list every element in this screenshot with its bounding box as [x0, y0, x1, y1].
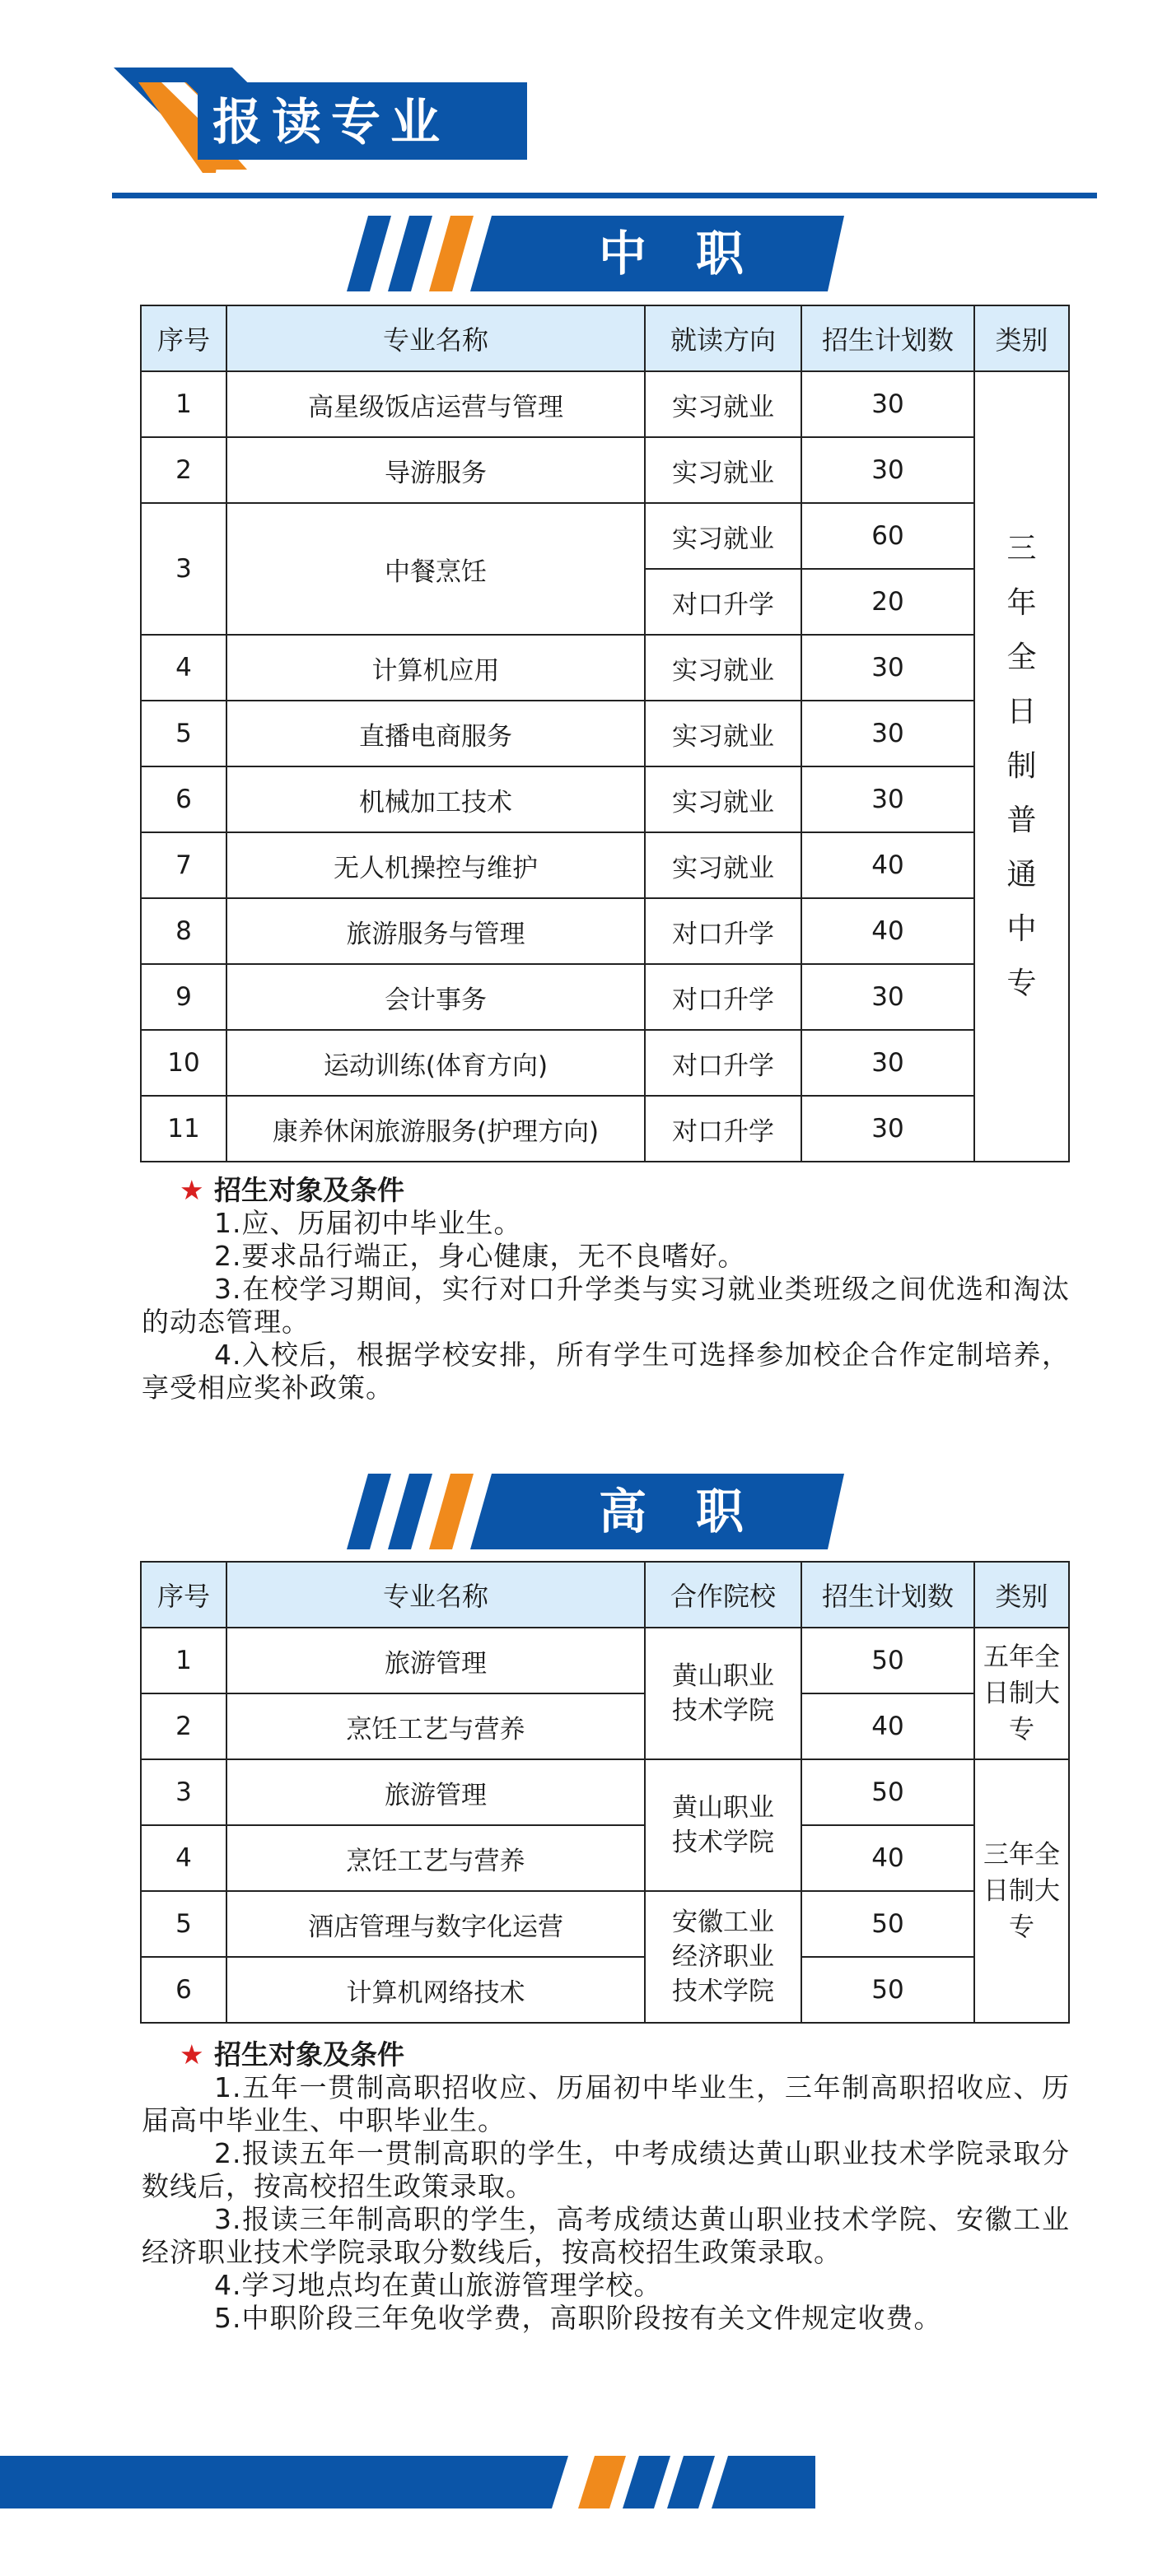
- table-row: [141, 371, 1069, 437]
- row-no: 3: [141, 503, 226, 635]
- table-row: [141, 635, 1069, 701]
- table-row: [141, 1825, 1069, 1891]
- row-no: 11: [141, 1096, 226, 1162]
- gaozhi-banner-title: 高职: [598, 1484, 793, 1540]
- row-major: 无人机操控与维护: [226, 832, 645, 898]
- page-title: 报读专业: [212, 94, 450, 151]
- notes-heading: [142, 1174, 1070, 1207]
- col-header-no: 序号: [141, 305, 226, 371]
- table-row: [141, 1759, 1069, 1825]
- row-plan: 50: [801, 1957, 974, 2023]
- notes-heading-text: 招生对象及条件: [214, 1174, 404, 1206]
- page-footer: [0, 2449, 1167, 2515]
- row-direction: 实习就业: [645, 701, 801, 766]
- row-plan: 30: [801, 1030, 974, 1096]
- row-no: 2: [141, 437, 226, 503]
- col-header-name: 专业名称: [226, 305, 645, 371]
- note-item: 2.报读五年一贯制高职的学生，中考成绩达黄山职业技术学院录取分数线后，按高校招生政策录取。: [142, 2137, 1070, 2202]
- col-header-plan: 招生计划数: [801, 305, 974, 371]
- table-row: [141, 766, 1069, 832]
- row-plan: 40: [801, 1693, 974, 1759]
- row-direction: 对口升学: [645, 1096, 801, 1162]
- row-plan: 30: [801, 701, 974, 766]
- row-major: 中餐烹饪: [226, 503, 645, 635]
- row-major: 旅游管理: [226, 1628, 645, 1693]
- gaozhi-banner: [325, 1474, 844, 1549]
- col-header-no: 序号: [141, 1562, 226, 1628]
- star-icon: ★: [180, 2038, 204, 2071]
- row-direction: 对口升学: [645, 1030, 801, 1096]
- note-item: 4.学习地点均在黄山旅游管理学校。: [214, 2269, 662, 2301]
- table-row: [141, 701, 1069, 766]
- row-plan: 40: [801, 898, 974, 964]
- row-plan: 60: [801, 503, 974, 569]
- table-row: [141, 898, 1069, 964]
- row-major: 计算机网络技术: [226, 1957, 645, 2023]
- zhongzhi-banner: [325, 216, 844, 291]
- row-plan: 40: [801, 1825, 974, 1891]
- table-row: [141, 964, 1069, 1030]
- gaozhi-notes: [142, 2038, 1070, 2335]
- school-cell: 安徽工业经济职业技术学院: [645, 1891, 801, 2023]
- notes-heading: [142, 2038, 1070, 2071]
- col-header-school: 合作院校: [645, 1562, 801, 1628]
- row-no: 1: [141, 1628, 226, 1693]
- row-major: 直播电商服务: [226, 701, 645, 766]
- col-header-category: 类别: [974, 305, 1069, 371]
- note-item: 1.应、历届初中毕业生。: [214, 1207, 522, 1239]
- table-row: [141, 1957, 1069, 2023]
- table-row: [141, 437, 1069, 503]
- header-decoration: [0, 0, 1167, 214]
- row-major: 机械加工技术: [226, 766, 645, 832]
- category-cell: [974, 371, 1069, 1162]
- table-row: [141, 1628, 1069, 1693]
- row-no: 2: [141, 1693, 226, 1759]
- row-plan: 30: [801, 437, 974, 503]
- row-major: 烹饪工艺与营养: [226, 1693, 645, 1759]
- category-text: 三年全日制普通中专: [1006, 532, 1037, 1000]
- star-icon: ★: [180, 1174, 204, 1206]
- row-plan: 50: [801, 1628, 974, 1693]
- col-header-name: 专业名称: [226, 1562, 645, 1628]
- row-major: 高星级饭店运营与管理: [226, 371, 645, 437]
- row-plan: 30: [801, 1096, 974, 1162]
- row-major: 运动训练(体育方向): [226, 1030, 645, 1096]
- row-no: 3: [141, 1759, 226, 1825]
- row-plan: 50: [801, 1891, 974, 1957]
- table-row: [141, 1096, 1069, 1162]
- row-major: 会计事务: [226, 964, 645, 1030]
- row-major: 旅游服务与管理: [226, 898, 645, 964]
- row-major: 康养休闲旅游服务(护理方向): [226, 1096, 645, 1162]
- col-header-category: 类别: [974, 1562, 1069, 1628]
- page-header: [0, 0, 1167, 214]
- row-direction: 实习就业: [645, 832, 801, 898]
- zhongzhi-banner-title: 中职: [598, 226, 793, 282]
- row-direction: 实习就业: [645, 635, 801, 701]
- table-row: [141, 1693, 1069, 1759]
- row-major: 烹饪工艺与营养: [226, 1825, 645, 1891]
- table-header-row: [141, 1562, 1069, 1628]
- note-item: 5.中职阶段三年免收学费，高职阶段按有关文件规定收费。: [214, 2302, 942, 2334]
- school-cell: 黄山职业技术学院: [645, 1628, 801, 1759]
- row-major: 导游服务: [226, 437, 645, 503]
- row-plan: 20: [801, 569, 974, 635]
- row-no: 8: [141, 898, 226, 964]
- row-plan: 30: [801, 635, 974, 701]
- table-header-row: [141, 305, 1069, 371]
- category-cell: 三年全日制大专: [974, 1759, 1069, 2023]
- note-item: 4.入校后，根据学校安排，所有学生可选择参加校企合作定制培养，享受相应奖补政策。: [142, 1339, 1070, 1404]
- row-direction: 对口升学: [645, 964, 801, 1030]
- category-cell: 五年全日制大专: [974, 1628, 1069, 1759]
- row-no: 4: [141, 1825, 226, 1891]
- row-direction: 实习就业: [645, 371, 801, 437]
- row-direction: 实习就业: [645, 503, 801, 569]
- notes-heading-text: 招生对象及条件: [214, 2038, 404, 2071]
- table-row: [141, 1030, 1069, 1096]
- row-no: 9: [141, 964, 226, 1030]
- row-no: 4: [141, 635, 226, 701]
- row-plan: 30: [801, 766, 974, 832]
- row-direction: 实习就业: [645, 766, 801, 832]
- note-item: 2.要求品行端正，身心健康，无不良嗜好。: [214, 1240, 746, 1272]
- school-cell: 黄山职业技术学院: [645, 1759, 801, 1891]
- note-item: 3.报读三年制高职的学生，高考成绩达黄山职业技术学院、安徽工业经济职业技术学院录取分数线后，按高校招生政策录取。: [142, 2203, 1070, 2268]
- note-item: 1.五年一贯制高职招收应、历届初中毕业生，三年制高职招收应、历届高中毕业生、中职毕业生。: [142, 2071, 1070, 2136]
- row-no: 6: [141, 766, 226, 832]
- row-plan: 30: [801, 964, 974, 1030]
- gaozhi-table: [140, 1561, 1070, 2024]
- row-plan: 30: [801, 371, 974, 437]
- row-plan: 50: [801, 1759, 974, 1825]
- table-row: [141, 832, 1069, 898]
- row-direction: 实习就业: [645, 437, 801, 503]
- row-no: 5: [141, 1891, 226, 1957]
- row-no: 1: [141, 371, 226, 437]
- row-plan: 40: [801, 832, 974, 898]
- row-major: 计算机应用: [226, 635, 645, 701]
- col-header-direction: 就读方向: [645, 305, 801, 371]
- row-no: 5: [141, 701, 226, 766]
- col-header-plan: 招生计划数: [801, 1562, 974, 1628]
- row-no: 7: [141, 832, 226, 898]
- row-major: 旅游管理: [226, 1759, 645, 1825]
- row-no: 6: [141, 1957, 226, 2023]
- note-item: 3.在校学习期间，实行对口升学类与实习就业类班级之间优选和淘汰的动态管理。: [142, 1273, 1070, 1338]
- zhongzhi-table: [140, 305, 1070, 1162]
- table-row: [141, 503, 1069, 569]
- row-no: 10: [141, 1030, 226, 1096]
- footer-stripes: [0, 2449, 1167, 2515]
- row-major: 酒店管理与数字化运营: [226, 1891, 645, 1957]
- row-direction: 对口升学: [645, 898, 801, 964]
- table-row: [141, 1891, 1069, 1957]
- row-direction: 对口升学: [645, 569, 801, 635]
- zhongzhi-notes: [142, 1174, 1070, 1404]
